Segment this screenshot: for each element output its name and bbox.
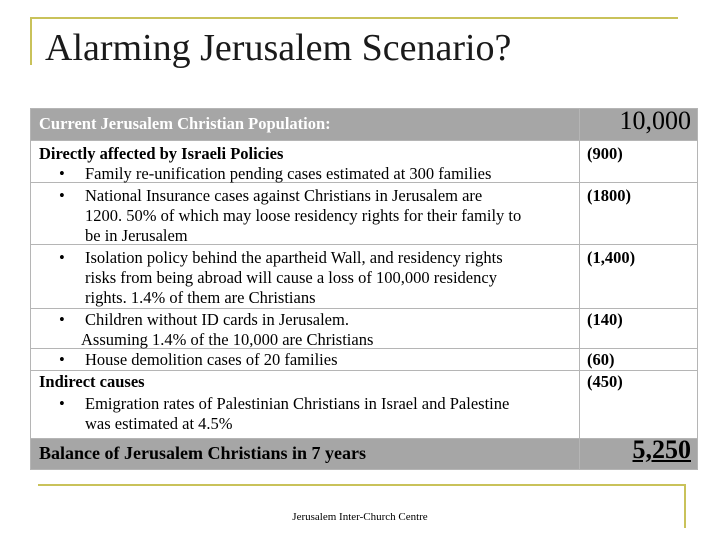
table-row-header xyxy=(31,106,697,141)
balance-value: 5,250 xyxy=(632,435,691,464)
item-text-line: Emigration rates of Palestinian Christians in Israel and Palestine xyxy=(85,394,510,413)
item-value: (450) xyxy=(587,372,623,391)
item-text-line: Children without ID cards in Jerusalem. xyxy=(85,310,349,329)
item-text xyxy=(85,248,575,308)
table-row xyxy=(31,141,697,183)
direct-heading: Directly affected by Israeli Policies xyxy=(39,144,284,163)
item-text-line: 1200. 50% of which may loose residency rights for their family to xyxy=(85,206,522,225)
item-value: (140) xyxy=(587,310,623,329)
footer-text: Jerusalem Inter-Church Centre xyxy=(292,511,428,523)
header-value: 10,000 xyxy=(619,106,691,135)
item-text-line: was estimated at 4.5% xyxy=(85,414,233,433)
table-row xyxy=(31,183,697,245)
bullet-glyph: • xyxy=(59,310,65,329)
table-row xyxy=(31,349,697,371)
table-row xyxy=(31,309,697,349)
item-value: (900) xyxy=(587,144,623,163)
item-text-line: risks from being abroad will cause a loss of 100,000 residency xyxy=(85,268,497,287)
table-row xyxy=(31,245,697,309)
item-text: Family re-unification pending cases estimated at 300 families xyxy=(85,164,492,183)
balance-label: Balance of Jerusalem Christians in 7 years xyxy=(39,443,366,463)
item-value: (1,400) xyxy=(587,248,636,267)
item-text: House demolition cases of 20 families xyxy=(85,350,338,369)
bullet-glyph: • xyxy=(59,394,65,413)
population-table xyxy=(30,108,698,470)
table-row xyxy=(31,371,697,439)
item-text xyxy=(85,186,575,246)
item-text-line: National Insurance cases against Christians in Jerusalem are xyxy=(85,186,483,205)
indirect-heading: Indirect causes xyxy=(39,372,145,391)
item-text-line: be in Jerusalem xyxy=(85,226,188,245)
table-row-balance xyxy=(31,435,697,469)
item-text-line: rights. 1.4% of them are Christians xyxy=(85,288,316,307)
bullet-glyph: • xyxy=(59,350,65,369)
header-label: Current Jerusalem Christian Population: xyxy=(39,114,331,133)
decor-line-top xyxy=(30,17,678,19)
slide-title: Alarming Jerusalem Scenario? xyxy=(45,27,512,69)
item-value: (1800) xyxy=(587,186,631,205)
item-text-line: Isolation policy behind the apartheid Wall, and residency rights xyxy=(85,248,503,267)
bullet-glyph: • xyxy=(59,164,65,183)
column-divider xyxy=(579,109,580,469)
item-text xyxy=(85,394,575,434)
decor-line-left xyxy=(30,17,32,65)
item-text-line: Assuming 1.4% of the 10,000 are Christians xyxy=(81,330,374,349)
decor-line-bottom xyxy=(38,484,686,486)
bullet-glyph: • xyxy=(59,186,65,205)
item-text xyxy=(81,310,575,350)
item-value: (60) xyxy=(587,350,615,369)
bullet-glyph: • xyxy=(59,248,65,267)
